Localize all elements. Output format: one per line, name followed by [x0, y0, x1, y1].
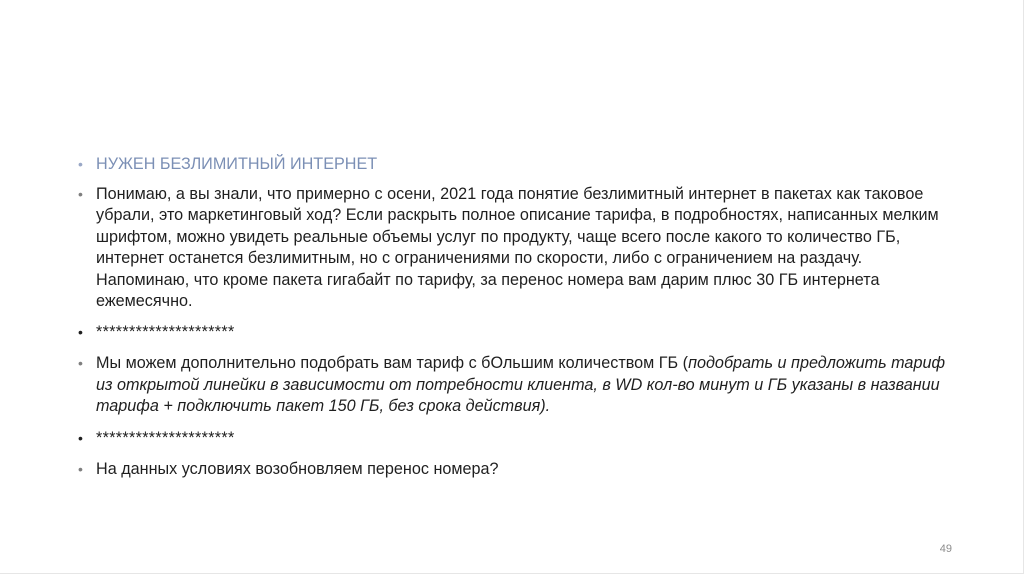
stars-separator-1: *********************: [96, 322, 235, 341]
bullet-icon: •: [78, 185, 83, 202]
bullet-icon: •: [78, 323, 84, 340]
bullet-item-paragraph: [78, 184, 958, 313]
offer-italic-text: подобрать и предложить тариф из открытой линейки в зависимости от потребности клиента, в WD кол-во минут и ГБ указаны в названии тарифа + подключить пакет 150 ГБ, без срока действия).: [96, 354, 945, 415]
bullet-item-stars-1: [78, 322, 958, 344]
heading-text: НУЖЕН БЕЗЛИМИТНЫЙ ИНТЕРНЕТ: [96, 155, 378, 173]
page-number: 49: [939, 543, 952, 555]
bullet-item-offer: [78, 353, 958, 418]
bullet-icon: •: [78, 355, 83, 371]
bullet-icon: •: [78, 461, 83, 477]
bullet-icon: •: [78, 156, 83, 172]
question-text: На данных условиях возобновляем перенос номера?: [96, 460, 499, 478]
offer-text: Мы можем дополнительно подобрать вам тариф с бОльшим количеством ГБ (: [96, 354, 689, 372]
bullet-item-stars-2: [78, 428, 958, 450]
bullet-icon: •: [78, 429, 84, 446]
bullet-item-heading: [78, 154, 958, 176]
bullet-list: [78, 154, 958, 481]
bullet-item-question: [78, 459, 958, 481]
paragraph-text: Понимаю, а вы знали, что примерно с осени, 2021 года понятие безлимитный интернет в пакетах как таковое убрали, это маркетинговый ход? Если раскрыть полное описание тарифа, в подробностях, написанных мелким шрифтом, можно увидеть реальные объемы услуг по продукту, чаще всего после какого то количество ГБ, интернет останется безлимитным, но с ограничениями по скорости, либо с ограничением на раздачу. Напоминаю, что кроме пакета гигабайт по тарифу, за перенос номера вам дарим плюс 30 ГБ интернета ежемесячно.: [96, 184, 939, 310]
stars-separator-2: *********************: [96, 428, 235, 447]
